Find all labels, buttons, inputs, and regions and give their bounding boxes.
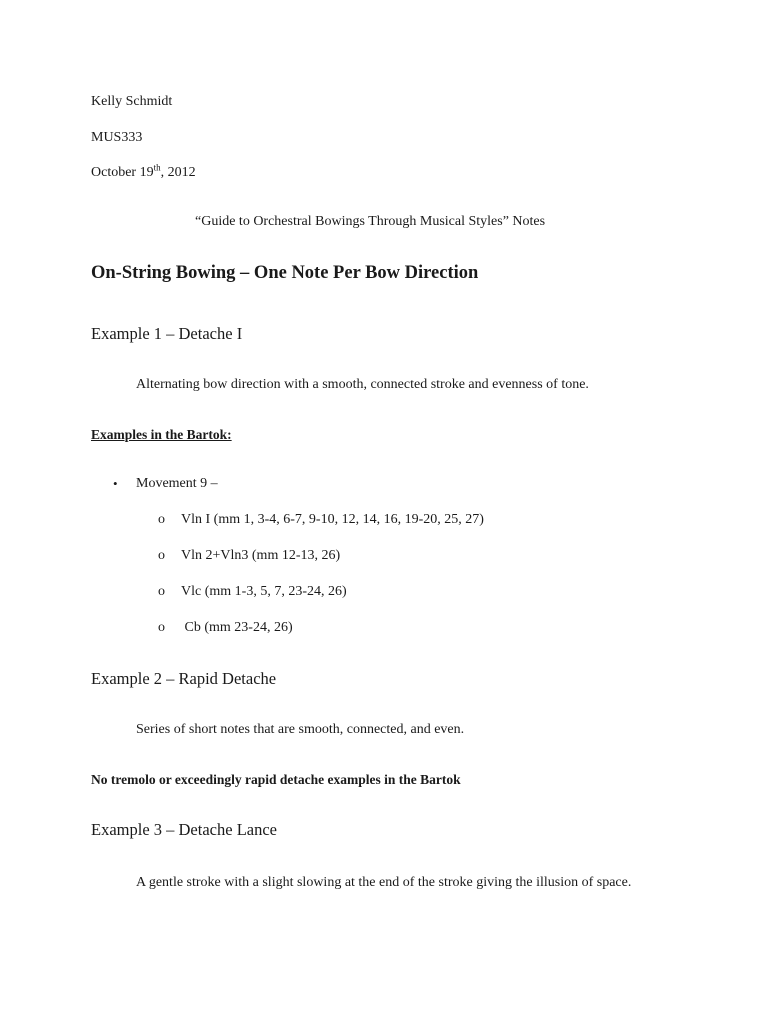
list-item: Vlc (mm 1-3, 5, 7, 23-24, 26) xyxy=(181,584,347,599)
bartok-examples-heading: Examples in the Bartok: xyxy=(91,427,232,442)
document-title: “Guide to Orchestral Bowings Through Musical Styles” Notes xyxy=(195,214,546,229)
document-date xyxy=(91,162,196,181)
example2-note: No tremolo or exceedingly rapid detache examples in the Bartok xyxy=(91,772,461,787)
author-name: Kelly Schmidt xyxy=(91,94,173,109)
example2-description: Series of short notes that are smooth, connected, and even. xyxy=(136,722,465,737)
date-year: , 2012 xyxy=(160,165,196,180)
date-month-day: October 19 xyxy=(91,165,154,180)
example2-heading: Example 2 – Rapid Detache xyxy=(91,669,277,688)
sub-list-marker: o xyxy=(158,620,165,635)
list-item: Cb (mm 23-24, 26) xyxy=(181,620,293,635)
example1-heading: Example 1 – Detache I xyxy=(91,324,243,343)
sub-list-marker: o xyxy=(158,548,165,563)
example1-description: Alternating bow direction with a smooth, connected stroke and evenness of tone. xyxy=(136,377,589,392)
list-item: Vln I (mm 1, 3-4, 6-7, 9-10, 12, 14, 16, 19-20, 25, 27) xyxy=(181,512,484,527)
sub-list-marker: o xyxy=(158,584,165,599)
section-heading: On-String Bowing – One Note Per Bow Direction xyxy=(91,263,479,283)
list-item: Vln 2+Vln3 (mm 12-13, 26) xyxy=(181,548,341,563)
course-code: MUS333 xyxy=(91,130,143,145)
example3-heading: Example 3 – Detache Lance xyxy=(91,820,277,839)
example3-description: A gentle stroke with a slight slowing at the end of the stroke giving the illusion of space. xyxy=(136,875,632,890)
bullet-marker: • xyxy=(113,476,118,491)
date-ordinal: th xyxy=(153,162,161,173)
sub-list-marker: o xyxy=(158,512,165,527)
movement-label: Movement 9 – xyxy=(136,476,218,491)
